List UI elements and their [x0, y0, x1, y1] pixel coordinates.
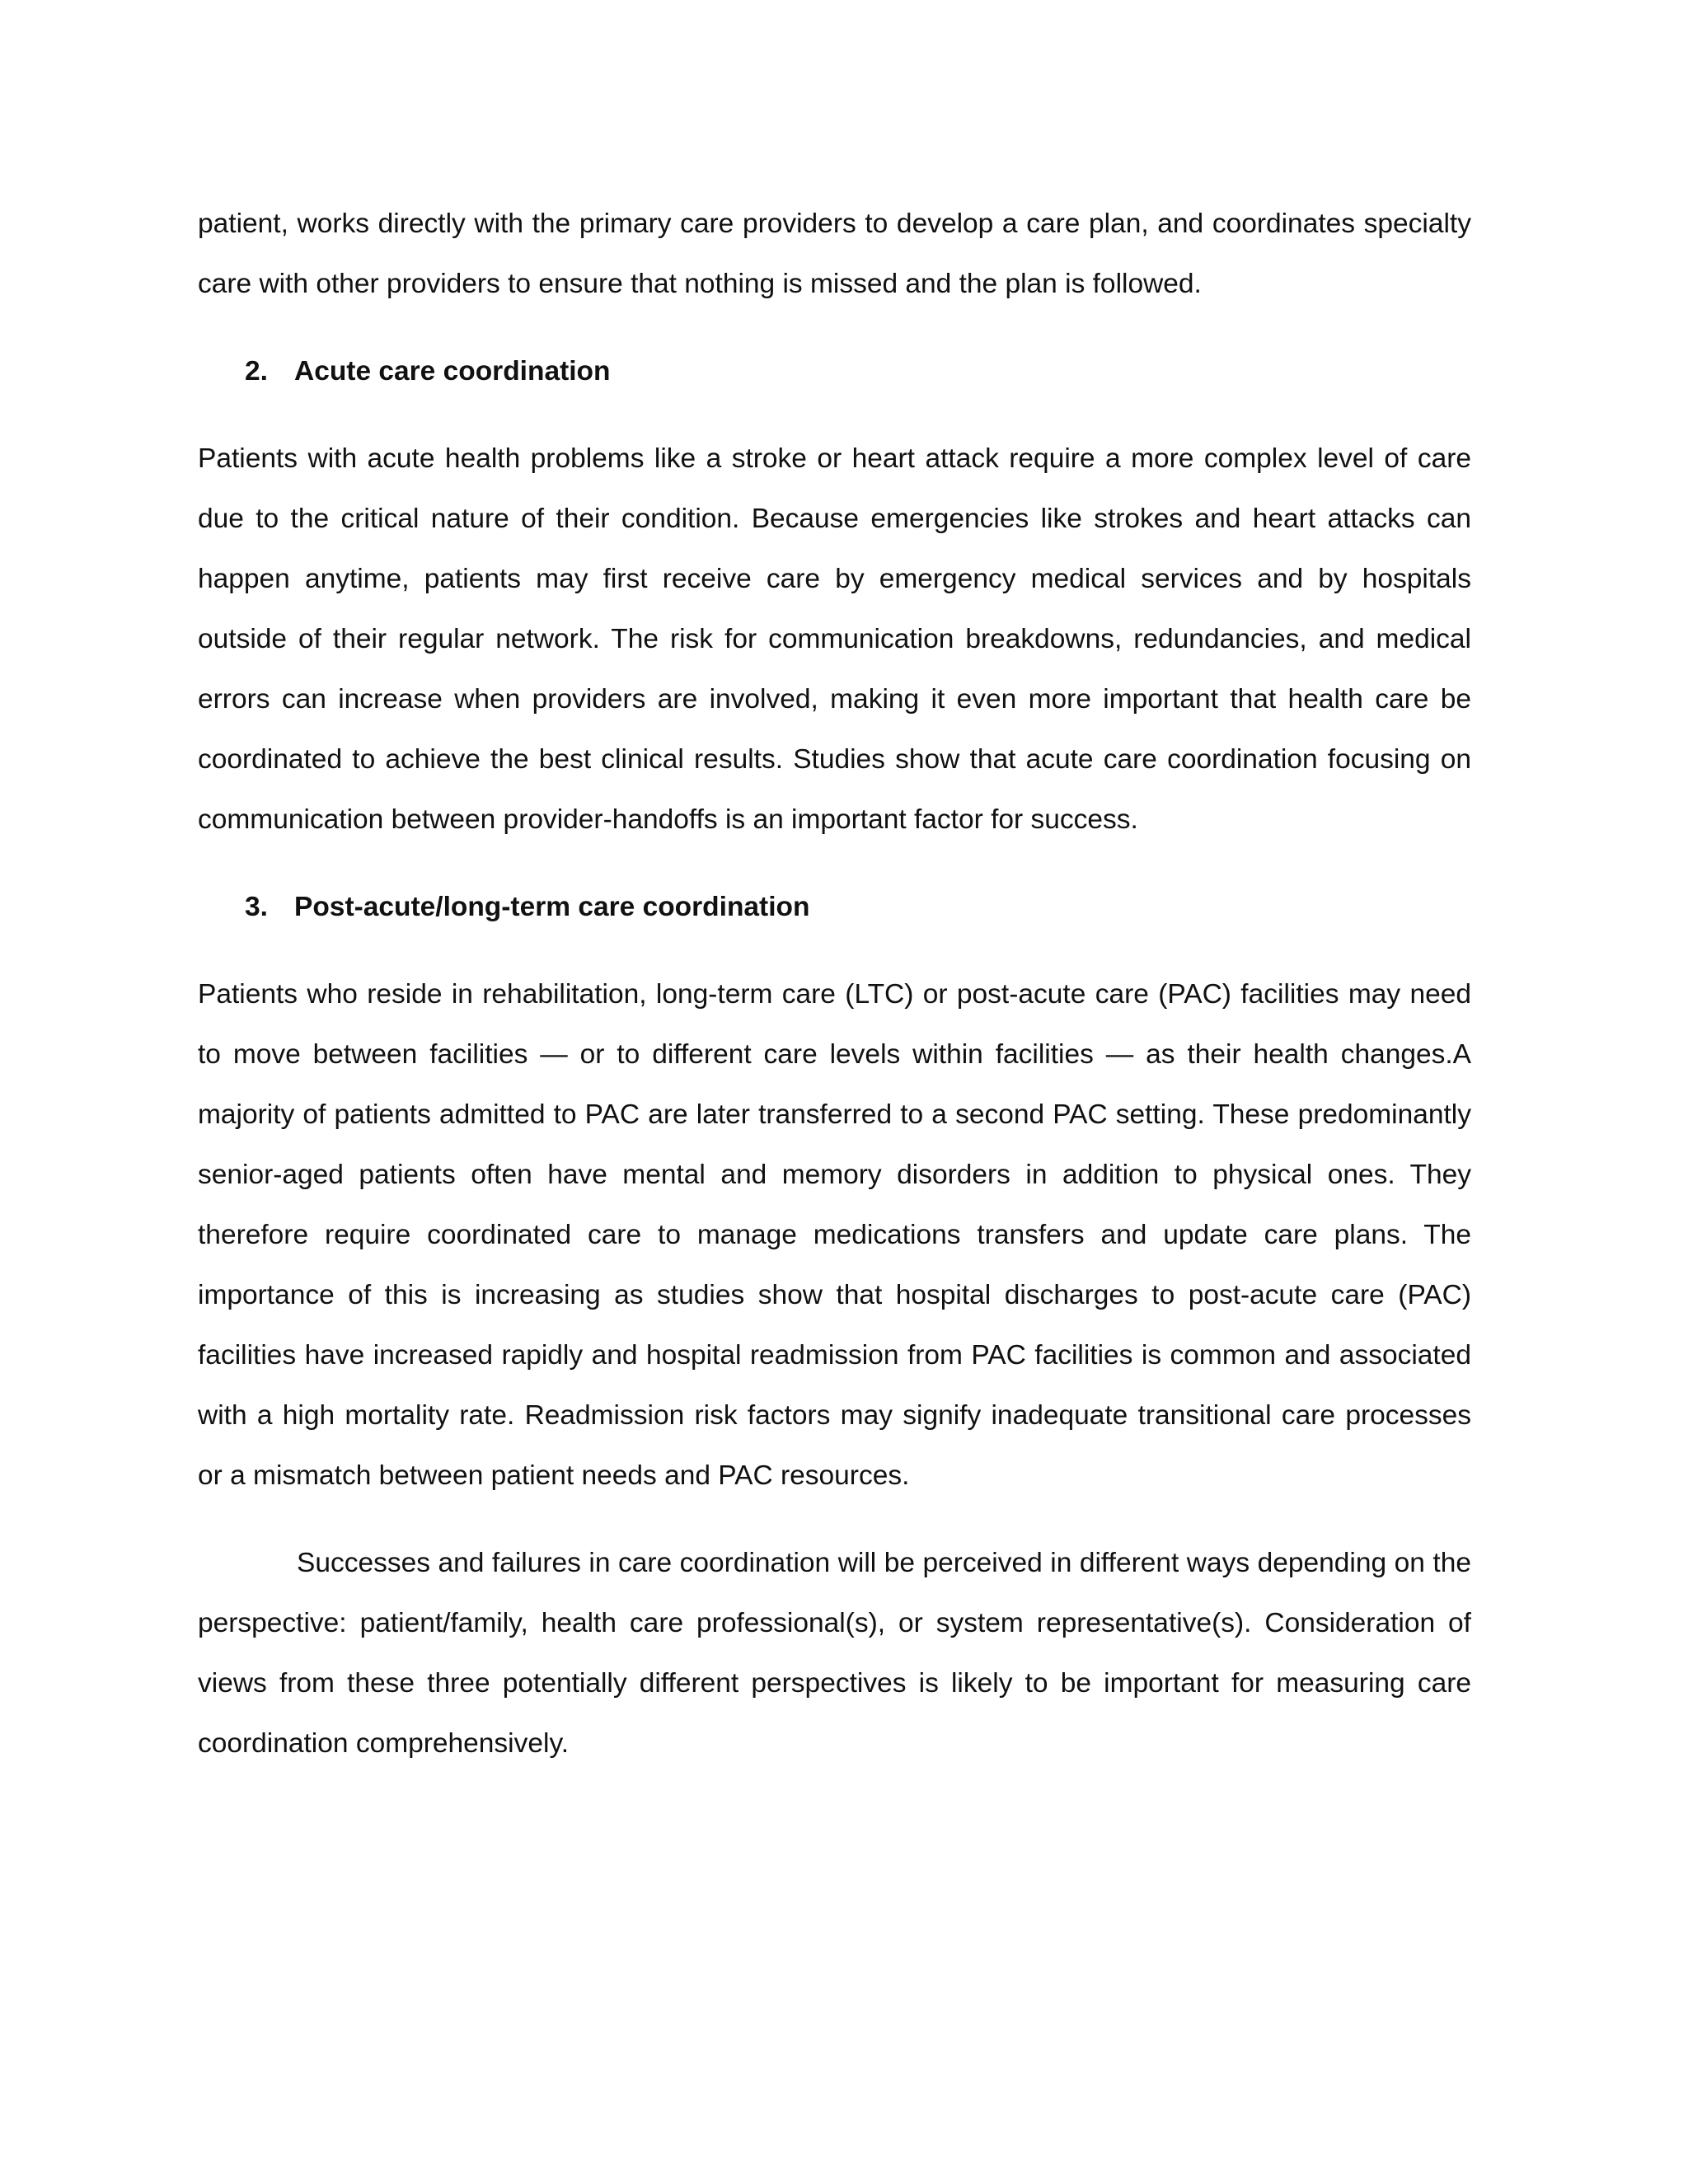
perspectives-paragraph: Successes and failures in care coordination will be perceived in different ways depending on the perspective: patient/family, health care professional(s), or system representative(s). Consideration of views from these three potentially different perspectives is likely to be important for measuring care coordination comprehensively.	[198, 1548, 1471, 1759]
document-body	[198, 194, 1471, 1774]
section-heading-postacute	[198, 877, 1471, 937]
section-title: Acute care coordination	[294, 356, 611, 387]
acute-care-paragraph: Patients with acute health problems like a stroke or heart attack require a more complex level of care due to the critical nature of their condition. Because emergencies like strokes and heart attacks can happen anytime, patients may first receive care by emergency medical services and by hospitals outside of their regular network. The risk for communication breakdowns, redundancies, and medical errors can increase when providers are involved, making it even more important that health care be coordinated to achieve the best clinical results. Studies show that acute care coordination focusing on communication between provider-handoffs is an important factor for success.	[198, 443, 1471, 835]
section-number: 2.	[245, 356, 268, 387]
section-number: 3.	[245, 892, 268, 922]
postacute-care-paragraph: Patients who reside in rehabilitation, long-term care (LTC) or post-acute care (PAC) facilities may need to move between facilities — or to different care levels within facilities — as their health changes.A majority of patients admitted to PAC are later transferred to a second PAC setting. These predominantly senior-aged patients often have mental and memory disorders in addition to physical ones. They therefore require coordinated care to manage medications transfers and update care plans. The importance of this is increasing as studies show that hospital discharges to post-acute care (PAC) facilities have increased rapidly and hospital readmission from PAC facilities is common and associated with a high mortality rate. Readmission risk factors may signify inadequate transitional care processes or a mismatch between patient needs and PAC resources.	[198, 979, 1471, 1491]
intro-continuation-paragraph: patient, works directly with the primary care providers to develop a care plan, and coordinates specialty care with other providers to ensure that nothing is missed and the plan is followed.	[198, 209, 1471, 299]
section-heading-acute	[198, 341, 1471, 401]
section-title: Post-acute/long-term care coordination	[294, 892, 810, 922]
